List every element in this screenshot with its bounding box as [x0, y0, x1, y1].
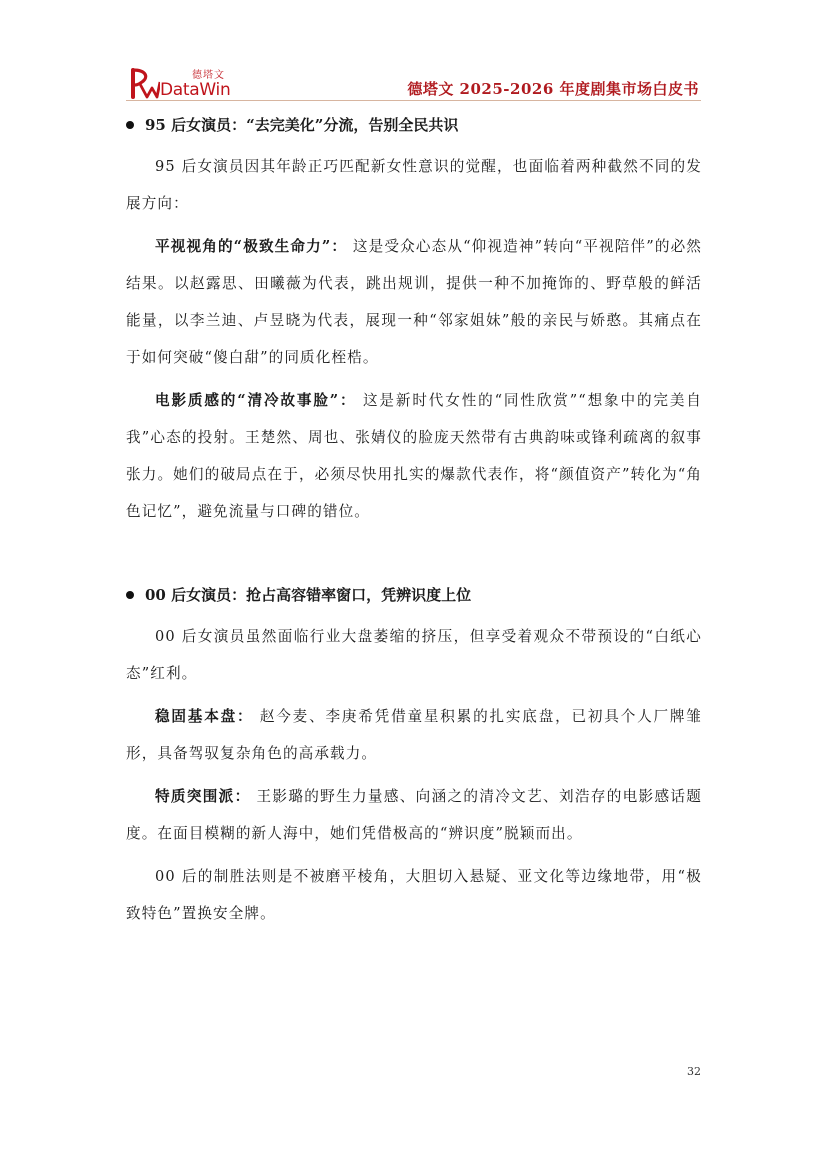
- document-title: 德塔文 2025-2026 年度剧集市场白皮书: [407, 80, 699, 98]
- datawin-logo: [130, 66, 240, 102]
- page-content: [126, 108, 702, 932]
- page-number: 32: [687, 1065, 701, 1078]
- header-divider: [126, 100, 701, 101]
- paragraph-label: 电影质感的“清冷故事脸”：: [155, 392, 357, 409]
- bullet-icon: [126, 121, 134, 129]
- paragraph-body: 赵今麦、李庚希凭借童星积累的扎实底盘，已初具个人厂牌雏形，具备驾驭复杂角色的高承载力。: [126, 708, 702, 762]
- section-heading-text: 95 后女演员：“去完美化”分流，告别全民共识: [145, 116, 459, 134]
- page-header: [0, 0, 827, 105]
- paragraph-body: 王影璐的野生力量感、向涵之的清冷文艺、刘浩存的电影感话题度。在面目模糊的新人海中，她们凭借极高的“辨识度”脱颖而出。: [126, 788, 702, 842]
- paragraph-label: 特质突围派：: [155, 788, 251, 805]
- section-heading-00: [126, 578, 702, 612]
- section-heading-95: [126, 108, 702, 142]
- datawin-logo-mark-icon: [130, 66, 160, 100]
- paragraph-base: [126, 698, 702, 772]
- paragraph-breakout: [126, 778, 702, 852]
- paragraph-conclusion: 00 后的制胜法则是不被磨平棱角，大胆切入悬疑、亚文化等边缘地带，用“极致特色”置换安全牌。: [126, 868, 702, 922]
- bullet-icon: [126, 591, 134, 599]
- paragraph-label: 平视视角的“极致生命力”：: [155, 238, 348, 255]
- paragraph-intro-95: 95 后女演员因其年龄正巧匹配新女性意识的觉醒，也面临着两种截然不同的发展方向：: [126, 158, 702, 212]
- logo-english-text: DataWin: [160, 80, 231, 100]
- paragraph-label: 稳固基本盘：: [155, 708, 254, 725]
- paragraph-vitality: [126, 228, 702, 376]
- paragraph-cold-face: [126, 382, 702, 530]
- paragraph-body: 这是新时代女性的“同性欣赏”“想象中的完美自我”心态的投射。王楚然、周也、张婧仪的脸庞天然带有古典韵味或锋利疏离的叙事张力。她们的破局点在于，必须尽快用扎实的爆款代表作，将“颜值资产”转化为“角色记忆”，避免流量与口碑的错位。: [126, 392, 703, 520]
- paragraph-body: 这是受众心态从“仰视造神”转向“平视陪伴”的必然结果。以赵露思、田曦薇为代表，跳出规训，提供一种不加掩饰的、野草般的鲜活能量，以李兰迪、卢昱晓为代表，展现一种“邻家姐妹”般的亲民与娇憨。其痛点在于如何突破“傻白甜”的同质化桎梏。: [126, 238, 702, 366]
- paragraph-intro-00: 00 后女演员虽然面临行业大盘萎缩的挤压，但享受着观众不带预设的“白纸心态”红利。: [126, 628, 702, 682]
- logo-chinese-text: 德塔文: [192, 70, 225, 81]
- section-heading-text: 00 后女演员：抢占高容错率窗口，凭辨识度上位: [145, 586, 472, 604]
